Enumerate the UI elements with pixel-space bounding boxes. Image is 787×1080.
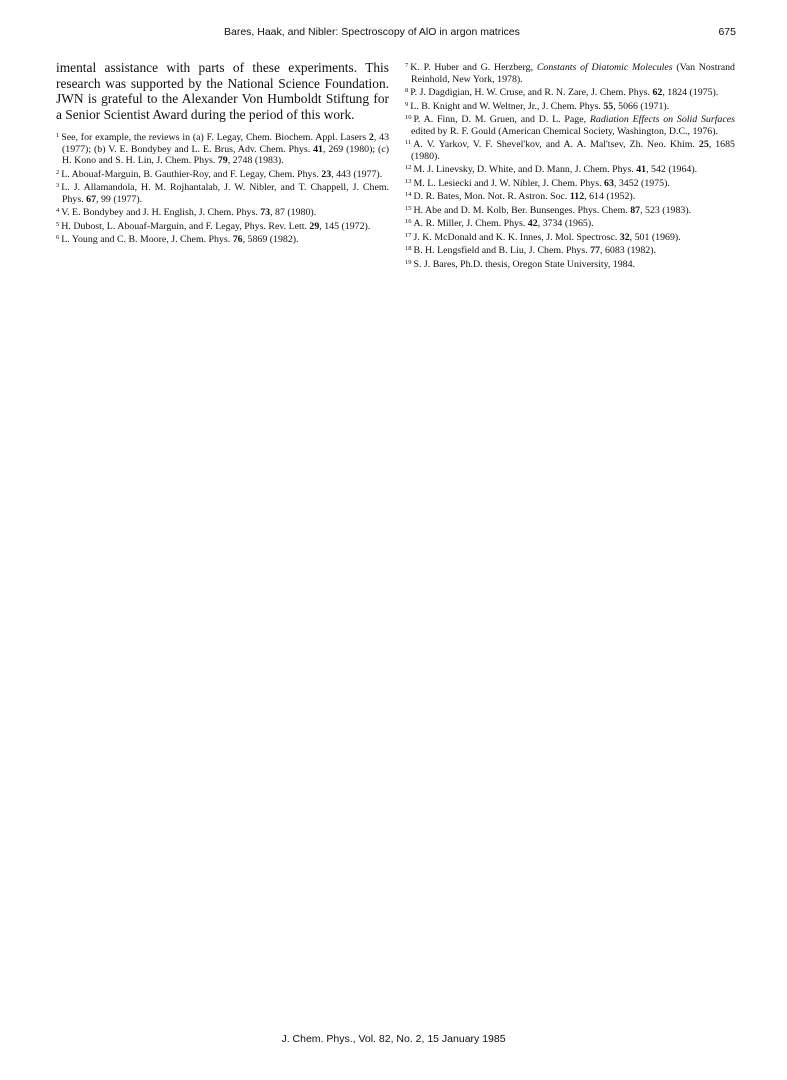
reference-item: $^{18}$ B. H. Lengsfield and B. Liu, J. Chem. Phys. 77, 6083 (1982). (405, 245, 656, 256)
reference-item: $^{10}$ P. A. Finn, D. M. Gruen, and D. L. Page, Radiation Effects on Solid Surfaces edited by R. F. Gould (American Chemical Society, Washington, D.C., 1976). (405, 114, 735, 137)
right-column (405, 60, 735, 270)
reference-item: $^9$ L. B. Knight and W. Weltner, Jr., J. Chem. Phys. 55, 5066 (1971). (405, 100, 670, 112)
reference-item: $^8$ P. J. Dagdigian, H. W. Cruse, and R. N. Zare, J. Chem. Phys. 62, 1824 (1975). (405, 87, 719, 98)
reference-item: $^{11}$ A. V. Yarkov, V. F. Shevel'kov, and A. A. Mal'tsev, Zh. Neo. Khim. 25, 1685 (1980). (405, 139, 735, 162)
reference-item: $^{13}$ M. L. Lesiecki and J. W. Nibler, J. Chem. Phys. 63, 3452 (1975). (405, 177, 670, 189)
acknowledgment-paragraph: imental assistance with parts of these experiments. This research was supported by the National Science Foundation. JWN is grateful to the Alexander Von Humboldt Stiftung for a Senior Scientist Award during the period of this work. (56, 60, 389, 122)
reference-list-left (56, 130, 389, 246)
reference-item: $^7$ K. P. Huber and G. Herzberg, Constants of Diatomic Molecules (Van Nostrand Reinhold, New York, 1978). (405, 62, 735, 85)
reference-item: $^4$ V. E. Bondybey and J. H. English, J. Chem. Phys. 73, 87 (1980). (56, 207, 317, 218)
reference-item: $^5$ H. Dubost, L. Abouaf-Marguin, and F. Legay, Phys. Rev. Lett. 29, 145 (1972). (56, 220, 371, 232)
reference-item: $^3$ L. J. Allamandola, H. M. Rojhantalab, J. W. Nibler, and T. Chappell, J. Chem. Phys. 67, 99 (1977). (56, 182, 389, 205)
left-column (56, 60, 389, 246)
reference-item: $^{12}$ M. J. Linevsky, D. White, and D. Mann, J. Chem. Phys. 41, 542 (1964). (405, 164, 698, 175)
reference-list-right (405, 60, 735, 270)
reference-item: $^1$ See, for example, the reviews in (a) F. Legay, Chem. Biochem. Appl. Lasers 2, 43 (1977); (b) V. E. Bondybey and L. E. Brus, Adv. Chem. Phys. 41, 269 (1980); (c) H. Kono and S. H. Lin, J. Chem. Phys. 79, 2748 (1983). (56, 132, 390, 166)
reference-item: $^2$ L. Abouaf-Marguin, B. Gauthier-Roy, and F. Legay, Chem. Phys. 23, 443 (1977). (56, 168, 383, 180)
reference-item: $^{17}$ J. K. McDonald and K. K. Innes, J. Mol. Spectrosc. 32, 501 (1969). (405, 231, 681, 243)
journal-footer: J. Chem. Phys., Vol. 82, No. 2, 15 January 1985 (281, 1033, 506, 1045)
reference-item: $^{19}$ S. J. Bares, Ph.D. thesis, Oregon State University, 1984. (405, 258, 636, 270)
page-number: 675 (718, 26, 736, 38)
reference-item: $^{14}$ D. R. Bates, Mon. Not. R. Astron. Soc. 112, 614 (1952). (405, 191, 636, 202)
reference-item: $^{16}$ A. R. Miller, J. Chem. Phys. 42, 3734 (1965). (405, 218, 594, 229)
reference-item: $^6$ L. Young and C. B. Moore, J. Chem. Phys. 76, 5869 (1982). (56, 234, 299, 245)
running-title: Bares, Haak, and Nibler: Spectroscopy of AlO in argon matrices (224, 26, 520, 38)
reference-item: $^{15}$ H. Abe and D. M. Kolb, Ber. Bunsenges. Phys. Chem. 87, 523 (1983). (405, 204, 692, 216)
running-header (54, 26, 736, 42)
